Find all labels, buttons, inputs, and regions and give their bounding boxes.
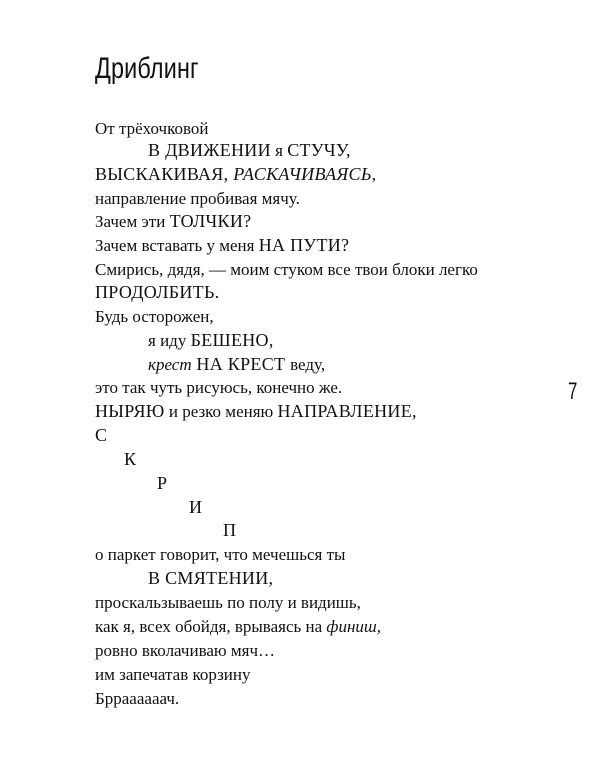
- poem-line: [148, 138, 351, 163]
- scattered-letter: Р: [157, 473, 168, 493]
- poem-title: Дриблинг: [95, 52, 199, 85]
- poem-line-text: Брраааааач.: [95, 689, 180, 708]
- poem-line-text: От трёхочковой: [95, 119, 209, 138]
- poem-caps-text: ВЫСКАКИВАЯ,: [95, 164, 234, 184]
- poem-line-text: я иду: [148, 331, 191, 350]
- poem-caps-text: НА КРЕСТ: [191, 354, 291, 374]
- poem-line-text: ровно вколачиваю мяч…: [95, 641, 275, 660]
- scattered-letter: С: [95, 425, 108, 445]
- scattered-letter: И: [189, 497, 203, 517]
- poem-line: [95, 375, 342, 400]
- poem-line-text: ,: [371, 165, 376, 184]
- poem-caps-text: НАПРАВЛЕНИЕ,: [277, 401, 417, 421]
- poem-line: [95, 638, 275, 663]
- poem-line-text: им запечатав корзину: [95, 665, 251, 684]
- poem-caps-text: БЕШЕНО,: [190, 330, 274, 350]
- poem-line-text: как я, всех обойдя, врываясь на: [95, 617, 327, 636]
- poem-line: [148, 566, 273, 591]
- poem-line-text: Зачем вставать у меня: [95, 236, 259, 255]
- page-number: 7: [568, 378, 578, 405]
- poem-line: [95, 186, 300, 211]
- poem-caps-text: НА ПУТИ?: [258, 235, 350, 255]
- poem-line: [148, 352, 325, 377]
- poem-line: [95, 304, 214, 329]
- poem-italic-text: крест: [148, 355, 192, 374]
- poem-line: [95, 542, 345, 567]
- poem-line: [148, 328, 274, 353]
- poem-line: [95, 686, 179, 711]
- poem-line-text: направление пробивая мячу.: [95, 189, 300, 208]
- poem-caps-text: СТУЧУ,: [287, 140, 351, 160]
- poem-line-text: я: [270, 141, 288, 160]
- poem-line-text: проскальзываешь по полу и видишь,: [95, 593, 361, 612]
- poem-line: [95, 280, 219, 305]
- poem-line: [95, 614, 381, 639]
- poem-caps-text: В ДВИЖЕНИИ: [148, 140, 271, 160]
- poem-line-text: о паркет говорит, что мечешься ты: [95, 545, 346, 564]
- poem-caps-text: В СМЯТЕНИИ,: [148, 568, 274, 588]
- scattered-letter: П: [223, 520, 237, 540]
- poem-line-text: Будь осторожен,: [95, 307, 214, 326]
- poem-italic-text: РАСКАЧИВАЯСЬ: [233, 164, 372, 184]
- poem-line-text: и резко меняю: [164, 402, 278, 421]
- poem-caps-text: НЫРЯЮ: [95, 401, 165, 421]
- poem-line-text: Смирись, дядя, — моим стуком все твои блоки легко: [95, 260, 478, 279]
- poem-line-text: это так чуть рисуюсь, конечно же.: [95, 378, 343, 397]
- poem-line-text: веду,: [290, 355, 326, 374]
- poem-line: [95, 162, 376, 187]
- poem-italic-text: финиш,: [326, 617, 381, 636]
- poem-line-text: Зачем эти: [95, 212, 170, 231]
- poem-line: [95, 590, 361, 615]
- poem-line: [95, 399, 417, 424]
- poem-caps-text: ПРОДОЛБИТЬ.: [95, 282, 220, 302]
- poem-caps-text: ТОЛЧКИ?: [169, 211, 252, 231]
- scattered-letter: К: [124, 449, 137, 469]
- poem-line: [95, 233, 349, 258]
- poem-line: [95, 257, 478, 282]
- poem-line: [95, 209, 251, 234]
- poem-line: [95, 662, 251, 687]
